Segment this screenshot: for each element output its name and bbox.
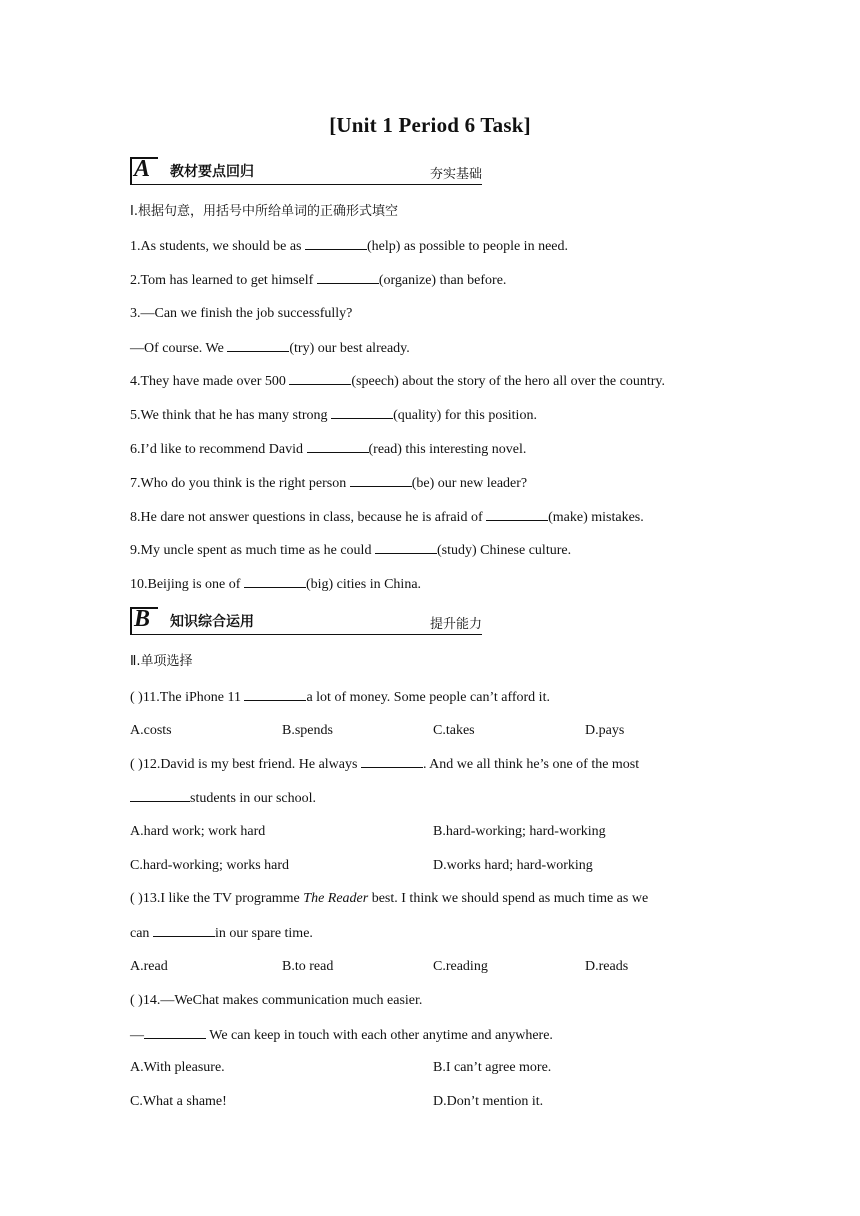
answer-blank[interactable]: [317, 271, 379, 284]
option-d[interactable]: D.works hard; hard-working: [433, 858, 593, 873]
item-text: (be) our new leader?: [411, 476, 528, 491]
stem-text: a lot of money. Some people can’t afford it.: [306, 690, 550, 705]
fill-item-1: [130, 237, 568, 256]
banner-heading: 知识综合运用: [170, 614, 254, 630]
fill-item-4: [130, 372, 665, 391]
item-text: (organize) than before.: [378, 273, 507, 288]
option-c[interactable]: C.What a shame!: [130, 1094, 227, 1109]
section-banner-b: [130, 607, 482, 637]
item-text: 5.We think that he has many strong: [130, 408, 332, 423]
fill-item-7: [130, 474, 527, 493]
fill-item-9: [130, 541, 571, 560]
answer-blank[interactable]: [144, 1026, 206, 1039]
programme-title: The Reader: [303, 891, 369, 906]
stem-text: in our spare time.: [214, 926, 313, 941]
fill-item-3-question: [130, 305, 352, 323]
banner-letter: B: [134, 606, 151, 632]
question-14-stem-line2: [130, 1026, 553, 1045]
option-d[interactable]: D.pays: [585, 723, 625, 738]
answer-blank[interactable]: [331, 406, 393, 419]
option-a[interactable]: A.costs: [130, 723, 172, 738]
banner-tag: 提升能力: [429, 617, 482, 632]
item-text: 6.I’d like to recommend David: [130, 442, 307, 457]
answer-blank[interactable]: [305, 237, 367, 250]
item-text: 3.—Can we finish the job successfully?: [130, 306, 353, 321]
answer-blank[interactable]: [307, 440, 369, 453]
stem-text: ( )13.I like the TV programme: [130, 891, 304, 906]
answer-blank[interactable]: [244, 688, 306, 701]
answer-blank[interactable]: [130, 789, 190, 802]
fill-item-8: [130, 508, 644, 527]
stem-text: We can keep in touch with each other anytime and anywhere.: [206, 1028, 553, 1043]
item-text: (try) our best already.: [289, 341, 410, 356]
option-a[interactable]: A.hard work; work hard: [130, 824, 266, 839]
item-text: (read) this interesting novel.: [368, 442, 527, 457]
item-text: —Of course. We: [130, 341, 228, 356]
question-13-stem-line2: [130, 924, 313, 943]
option-b[interactable]: B.spends: [282, 723, 333, 738]
answer-blank[interactable]: [227, 339, 289, 352]
banner-letter: A: [134, 156, 151, 182]
section1-instruction: Ⅰ.根据句意，用括号中所给单词的正确形式填空: [130, 204, 398, 219]
question-12-stem-line2: [130, 789, 316, 808]
stem-text: ( )12.David is my best friend. He always: [130, 757, 361, 772]
stem-text: students in our school.: [190, 791, 316, 806]
item-text: (speech) about the story of the hero all over the country.: [351, 374, 665, 389]
item-text: 7.Who do you think is the right person: [130, 476, 350, 491]
option-a[interactable]: A.read: [130, 959, 168, 974]
stem-text: best. I think we should spend as much time as we: [368, 891, 649, 906]
item-text: 4.They have made over 500: [130, 374, 290, 389]
answer-blank[interactable]: [350, 474, 412, 487]
option-d[interactable]: D.Don’t mention it.: [433, 1094, 544, 1109]
answer-blank[interactable]: [375, 541, 437, 554]
item-text: (help) as possible to people in need.: [367, 239, 569, 254]
option-b[interactable]: B.I can’t agree more.: [433, 1060, 552, 1075]
fill-item-6: [130, 440, 526, 459]
option-b[interactable]: B.to read: [282, 959, 334, 974]
option-c[interactable]: C.takes: [433, 723, 475, 738]
question-13-stem: [130, 890, 648, 908]
option-d[interactable]: D.reads: [585, 959, 629, 974]
item-text: (make) mistakes.: [548, 510, 644, 525]
item-text: (big) cities in China.: [305, 577, 422, 592]
stem-text: . And we all think he’s one of the most: [422, 757, 640, 772]
fill-item-3-answer: [130, 339, 410, 358]
question-12-stem: [130, 755, 639, 774]
banner-rule: [130, 184, 482, 185]
item-text: 9.My uncle spent as much time as he could: [130, 543, 375, 558]
section-banner-a: [130, 157, 482, 187]
stem-text: can: [130, 926, 153, 941]
answer-blank[interactable]: [289, 372, 351, 385]
banner-rule: [130, 634, 482, 635]
option-a[interactable]: A.With pleasure.: [130, 1060, 225, 1075]
fill-item-2: [130, 271, 506, 290]
option-c[interactable]: C.reading: [433, 959, 488, 974]
item-text: 10.Beijing is one of: [130, 577, 244, 592]
question-11-stem: [130, 688, 550, 707]
answer-blank[interactable]: [153, 924, 215, 937]
item-text: (quality) for this position.: [393, 408, 537, 423]
answer-blank[interactable]: [244, 575, 306, 588]
banner-tag: 夯实基础: [429, 167, 482, 182]
banner-heading: 教材要点回归: [170, 164, 254, 180]
option-b[interactable]: B.hard-working; hard-working: [433, 824, 606, 839]
item-text: 1.As students, we should be as: [130, 239, 305, 254]
answer-blank[interactable]: [361, 755, 423, 768]
page-title: [Unit 1 Period 6 Task]: [329, 113, 531, 137]
question-14-stem: ( )14.—WeChat makes communication much easier.: [130, 993, 423, 1008]
option-c[interactable]: C.hard-working; works hard: [130, 858, 290, 873]
item-text: (study) Chinese culture.: [436, 543, 572, 558]
stem-text: —: [130, 1028, 144, 1043]
section2-instruction: Ⅱ.单项选择: [130, 654, 193, 669]
fill-item-10: [130, 575, 421, 594]
fill-item-5: [130, 406, 537, 425]
item-text: 2.Tom has learned to get himself: [130, 273, 317, 288]
item-text: 8.He dare not answer questions in class, because he is afraid of: [130, 510, 487, 525]
answer-blank[interactable]: [486, 508, 548, 521]
stem-text: ( )11.The iPhone 11: [130, 690, 245, 705]
